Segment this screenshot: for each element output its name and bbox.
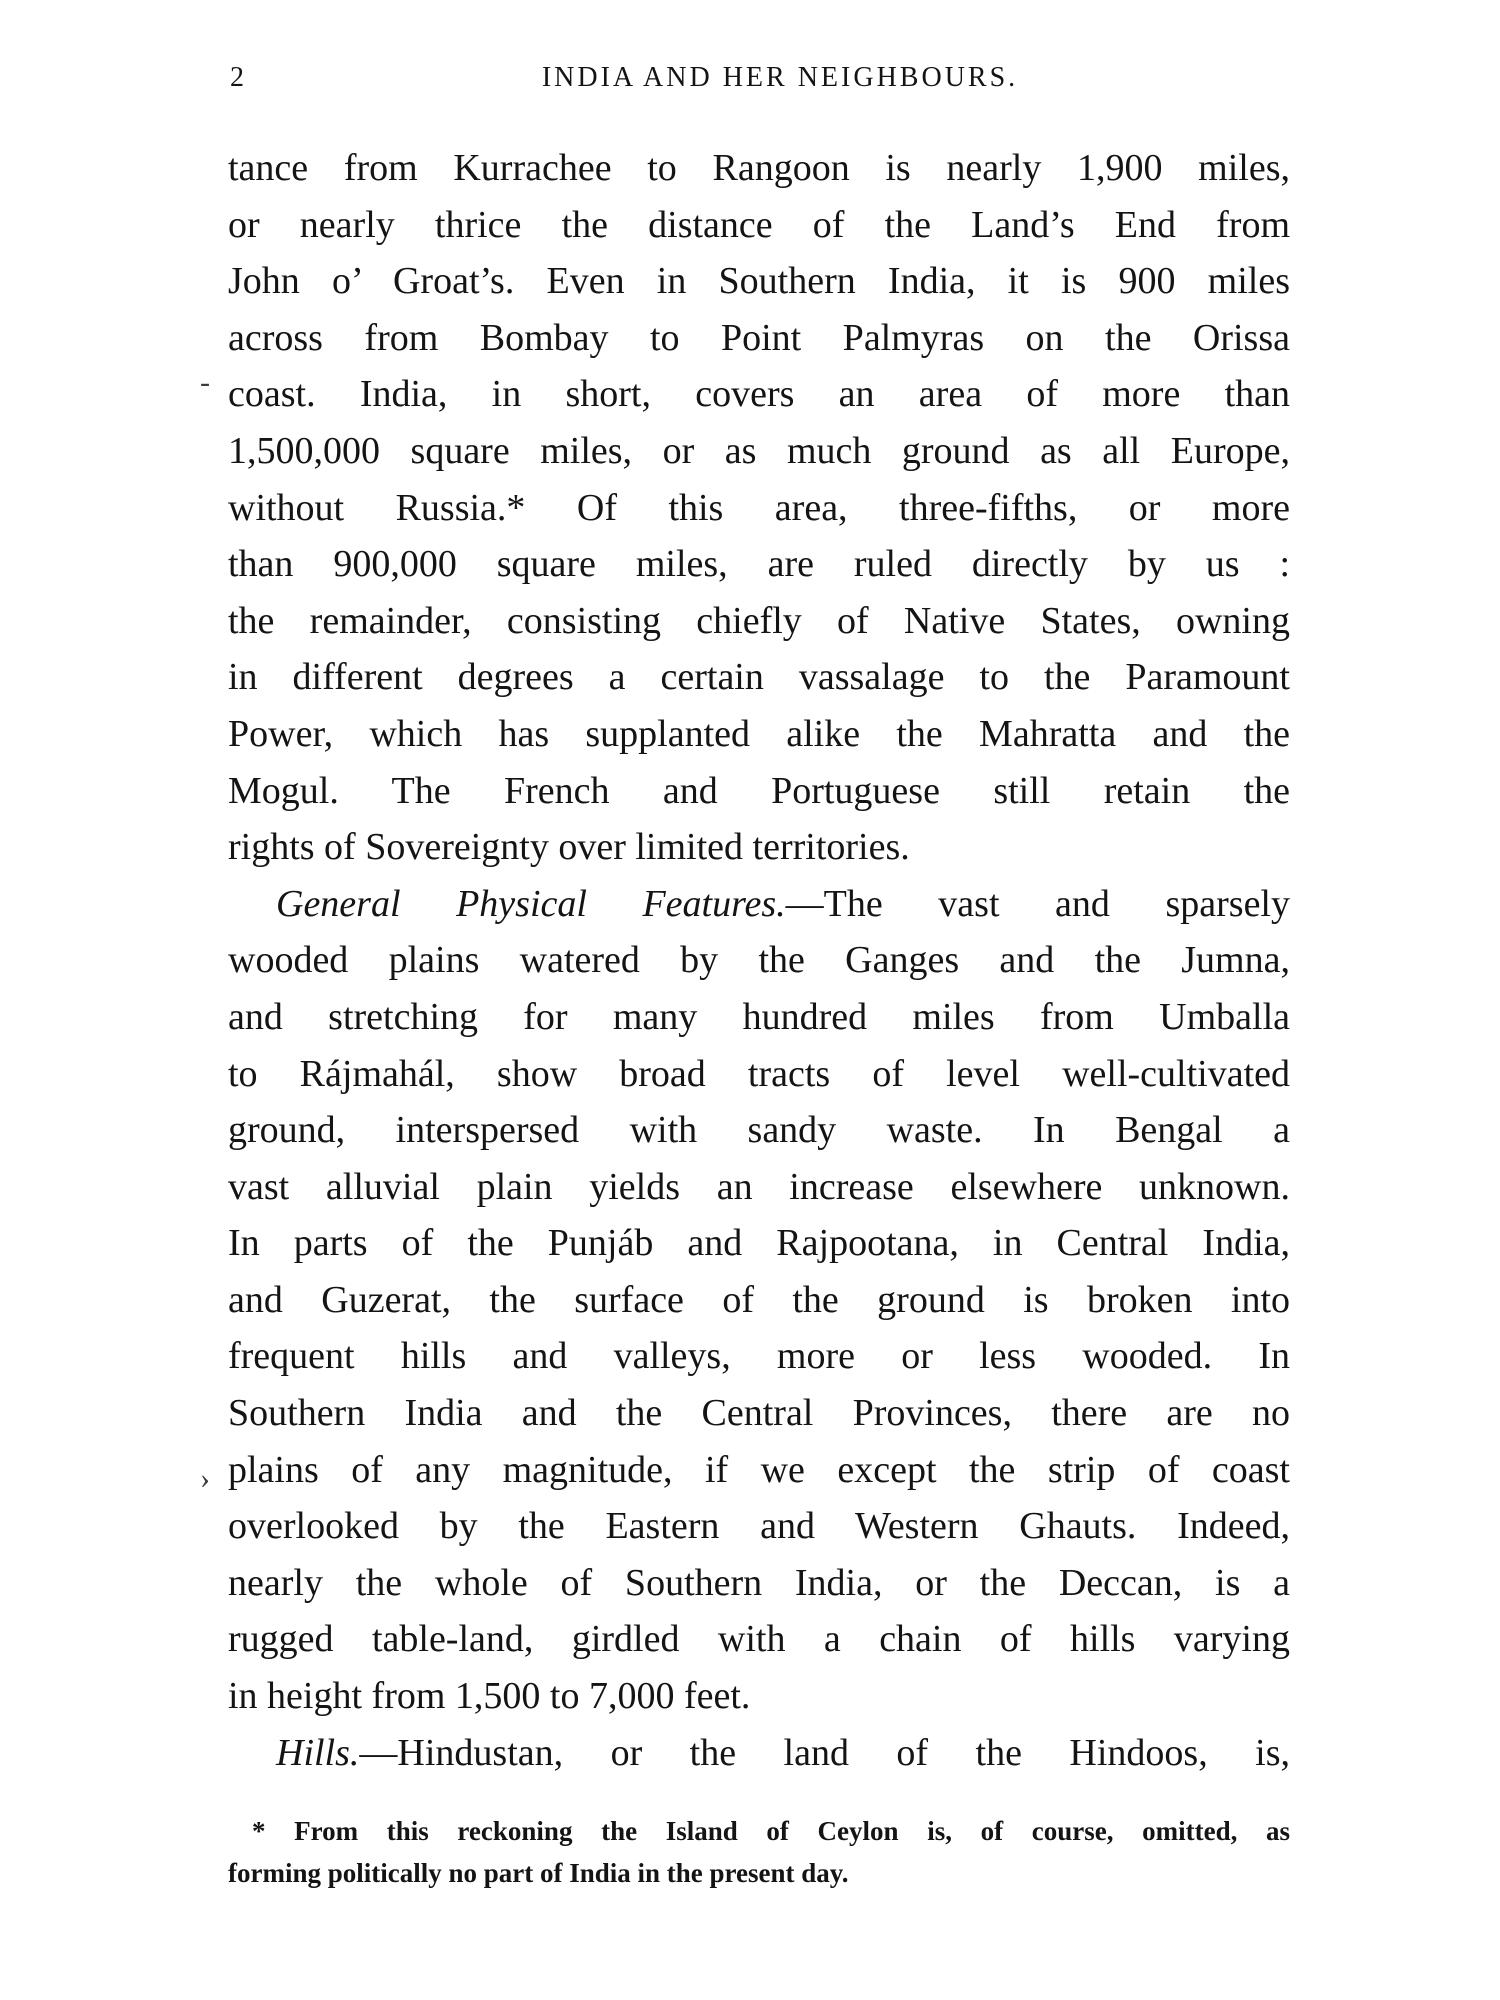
margin-mark: ›: [200, 1462, 210, 1495]
text-line: or nearly thrice the distance of the Land’s End from: [228, 203, 1290, 246]
text-line: and stretching for many hundred miles from Umballa: [228, 995, 1290, 1038]
text-line: and Guzerat, the surface of the ground is broken into: [228, 1278, 1290, 1321]
footnote: [228, 1810, 1290, 1894]
section-heading-hills: Hills.: [276, 1731, 360, 1774]
text-line: to Rájmahál, show broad tracts of level well-cultivated: [228, 1052, 1290, 1095]
footnote-line: forming politically no part of India in the present day.: [228, 1858, 849, 1888]
text-line: Power, which has supplanted alike the Mahratta and the: [228, 712, 1290, 755]
page-header: [230, 62, 1290, 102]
text-line: tance from Kurrachee to Rangoon is nearly 1,900 miles,: [228, 147, 1290, 189]
text-line: rugged table-land, girdled with a chain of hills varying: [228, 1618, 1290, 1661]
text-line: rights of Sovereignty over limited territories.: [228, 826, 910, 869]
text-line: nearly the whole of Southern India, or the Deccan, is a: [228, 1561, 1290, 1604]
text-line: John o’ Groat’s. Even in Southern India, it is 900 miles: [228, 260, 1290, 303]
section-heading-physical-features: General Physical Features.: [276, 882, 786, 925]
text-run: —The vast and sparsely: [785, 882, 1290, 925]
text-line: ground, interspersed with sandy waste. In Bengal a: [228, 1109, 1290, 1152]
text-line: in different degrees a certain vassalage to the Paramount: [228, 656, 1290, 699]
text-line: Mogul. The French and Portuguese still retain the: [228, 769, 1290, 812]
text-line: in height from 1,500 to 7,000 feet.: [228, 1675, 751, 1718]
text-run: —Hindustan, or the land of the Hindoos, is,: [359, 1731, 1290, 1774]
text-line: plains of any magnitude, if we except the strip of coast: [228, 1448, 1290, 1491]
text-line: than 900,000 square miles, are ruled directly by us :: [228, 543, 1290, 586]
text-line: In parts of the Punjáb and Rajpootana, in Central India,: [228, 1222, 1290, 1265]
text-line: 1,500,000 square miles, or as much ground as all Europe,: [228, 429, 1290, 472]
text-line: without Russia.* Of this area, three-fifths, or more: [228, 486, 1290, 529]
text-line: overlooked by the Eastern and Western Ghauts. Indeed,: [228, 1505, 1290, 1548]
page-number: 2: [230, 62, 245, 93]
text-line: frequent hills and valleys, more or less wooded. In: [228, 1335, 1290, 1378]
footnote-line: * From this reckoning the Island of Ceylon is, of course, omitted, as: [252, 1816, 1290, 1846]
text-line: coast. India, in short, covers an area of more than: [228, 373, 1290, 416]
running-title: INDIA AND HER NEIGHBOURS.: [541, 62, 1019, 93]
text-line: vast alluvial plain yields an increase elsewhere unknown.: [228, 1165, 1290, 1208]
text-line: Southern India and the Central Provinces, there are no: [228, 1392, 1290, 1435]
text-line: wooded plains watered by the Ganges and the Jumna,: [228, 939, 1290, 982]
margin-mark: -: [200, 366, 210, 399]
text-line: across from Bombay to Point Palmyras on the Orissa: [228, 316, 1290, 359]
section-start-hills: [228, 1725, 1290, 1782]
text-line: the remainder, consisting chiefly of Native States, owning: [228, 599, 1290, 642]
body-text: [228, 140, 1290, 1781]
section-start-physical-features: [228, 876, 1290, 933]
